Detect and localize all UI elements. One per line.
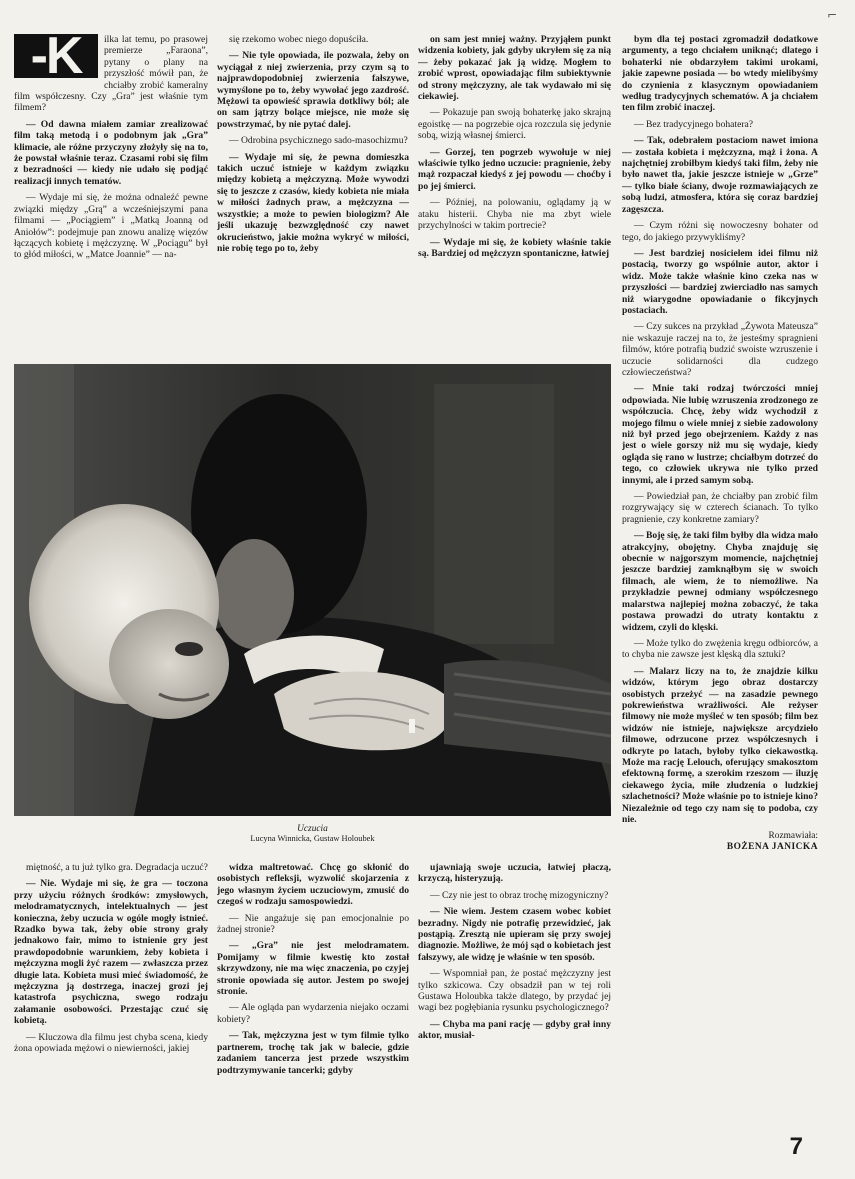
paragraph: ilka lat temu, po prasowej premierze „Faraona”, pytany o plany na przyszłość mówił pan, że chciałby zrobić kameralny film współczesny. Czy „Gra” jest właśnie tym filmem? [14,34,208,114]
film-still-photo [14,364,611,816]
column-body [14,862,208,1055]
text-column-4 [622,34,818,979]
paragraph: — Nie angażuje się pan emocjonalnie po żadnej stronie? [217,912,409,936]
paragraph: — Tak, odebrałem postaciom nawet imiona — została kobieta i mężczyzna, mąż i żona. A najchętniej zrobiłbym kiedyś taki film, żeby nie było nawet tła, jakie jeszcze istnieje w „Grze” — tylko białe ściany, dwoje rozmawiających ze sobą ludzi, atmosfera, która się coraz bardziej zagęszcza. [622,135,818,215]
paragraph: — Mnie taki rodzaj twórczości mniej odpowiada. Nie lubię wzruszenia zrodzonego ze współczucia. Chcę, żeby widz wychodził z mojego filmu o wiele mniej z siebie zadowolony niż był przed jego obejrzeniem. Każdy z nas jest o wiele gorszy niż mu się wydaje, kiedy ogląda się rano w lustrze; chciałbym dotrzeć do tego, co człowiek ukrywa nie tylko przed innymi, ale i przed samym sobą. [622,383,818,486]
paragraph: on sam jest mniej ważny. Przyjąłem punkt widzenia kobiety, jak gdyby ukryłem się za nią — żeby pokazać jak ją widzę. Mogłem to zrobić wprost, opowiadając film subiektywnie od strony mężczyzny, ale tak wydawało mi się ciekawiej. [418,34,611,103]
paragraph: — Wydaje mi się, że kobiety właśnie takie są. Bardziej od mężczyzn spontaniczne, łatwiej [418,236,611,259]
column-body [217,862,409,1076]
text-column-1 [14,34,208,364]
paragraph: — Boję się, że taki film byłby dla widza mało atrakcyjny, obojętny. Chyba znajduję się obecnie w najgorszym momencie, najchętniej jeszcze bardziej zamknąłbym się w swoich filmach, ale wiem, że to niemożliwe. Na przykładzie pewnej odmiany współczesnego malarstwa najlepiej można zobaczyć, że taka postawa prowadzi do utraty kontaktu z widzem, czyli do klęski. [622,530,818,633]
text-column-bottom-2 [217,862,409,1152]
paragraph: — Nie tyle opowiada, ile pozwala, żeby on wyciągał z niej zwierzenia, przy czym są to najprawdopodobniej zwierzenia fałszywe, wymyślone po to, żeby wywołać jego zazdrość. Mężowi ta opowieść sprawia dotkliwy ból; ale on sam jątrzy bolące miejsce, nie może się powstrzymać, by nie pytać dalej. [217,50,409,130]
paragraph: bym dla tej postaci zgromadził dodatkowe argumenty, a tego chciałem uniknąć; dlatego i bohaterki nie obdarzyłem takimi urokami, jakie zapewne posiada — bo wtedy mielibyśmy do czynienia z klasycznym opowiadaniem według tradycyjnych schematów. A ja chciałem ten film zrobić inaczej. [622,34,818,114]
text-column-bottom-1 [14,862,208,1152]
paragraph: — Czy sukces na przykład „Żywota Mateusza” nie wskazuje raczej na to, że jesteśmy spragnieni filmów, które potrafią budzić swoiste wzruszenie i uczucie solidarności dla cudzego człowieczeństwa? [622,321,818,378]
paragraph: — Czym różni się nowoczesny bohater od tego, do jakiego przywykliśmy? [622,220,818,243]
paragraph: — „Gra” nie jest melodramatem. Pomijamy w filmie kwestię kto został skrzywdzony, nie ma więc znaczenia, po czyjej stronie opowiada się autor. Jestem po swojej stronie. [217,940,409,998]
column-body [418,34,611,259]
paragraph: — Ale ogląda pan wydarzenia niejako oczami kobiety? [217,1002,409,1025]
column-body [217,34,409,254]
paragraph: — Nie. Wydaje mi się, że gra — toczona przy użyciu różnych środków: zmysłowych, melodramatycznych, intelektualnych — jest konieczna, żeby uczucia w ogóle mogły istnieć. Rzadko bywa tak, żeby obie strony grały jednakowo fair, mimo to istnienie gry jest prawdopodobnie warunkiem, żeby kobieta i mężczyzna mogli żyć razem — zwłaszcza przez długie lata. Kobieta musi mieć świadomość, że mężczyzna ją dostrzega, inaczej grozi jej katastrofa psychiczna, swego rodzaju załamanie osobowości. Przestając czuć się kobietą. [14,878,208,1027]
caption-credits: Lucyna Winnicka, Gustaw Holoubek [250,834,375,843]
paragraph: — Chyba ma pani rację — gdyby grał inny aktor, musiał- [418,1018,611,1042]
paragraph: — Czy nie jest to obraz trochę mizogyniczny? [430,889,609,901]
signature-label: Rozmawiała: [768,831,818,842]
text-column-bottom-3 [418,862,611,1152]
paragraph: ujawniają swoje uczucia, łatwiej płaczą, krzyczą, histeryzują. [418,862,611,885]
corner-mark: ⌐ [826,8,837,22]
signature-block [622,831,818,853]
paragraph: — Wydaje mi się, że można odnaleźć pewne związki między „Grą” a wcześniejszymi pana filmami — „Pociągiem” i „Matką Joanną od Aniołów”: podejmuje pan znowu analizę więzów łączących kobietę i mężczyznę. W „Pociągu” był to głód miłości, w „Matce Joannie” — na- [14,192,208,261]
photo-illustration [14,364,611,816]
text-column-3 [418,34,611,364]
paragraph: się rzekomo wobec niego dopuściła. [229,34,369,45]
paragraph: — Powiedział pan, że chciałby pan zrobić film rozgrywający się w czterech ścianach. To tylko pragnienie, czy konkretne zamiary? [622,491,818,525]
caption-title: Uczucia [297,824,328,834]
paragraph: — Tak, mężczyzna jest w tym filmie tylko partnerem, trochę tak jak w balecie, gdzie zadaniem tancerza jest przede wszystkim podtrzymywanie tancerki; gdyby [217,1030,409,1076]
page-number: 7 [789,1133,803,1160]
paragraph: — Wspomniał pan, że postać mężczyzny jest tylko szkicowa. Czy obsadził pan w tej roli Gustawa Holoubka także dlatego, by przydać jej wagi bez pogłębiania rysunku psychologicznego? [418,968,611,1014]
column-body [622,34,818,825]
paragraph: — Może tylko do zwężenia kręgu odbiorców, a to chyba nie zawsze jest klęską dla sztuki? [622,637,818,661]
paragraph: — Odrobina psychicznego sado-masochizmu? [229,135,408,147]
paragraph: — Wydaje mi się, że pewna domieszka takich uczuć istnieje w każdym związku między kobietą a mężczyzną. Może wywodzi się to jeszcze z czasów, kiedy kobieta nie miała w miłości żadnych praw, a mężczyzna — wszystkie; a może to pewien biologizm? Ale jeśli ukazuję bezwzględność czy nawet okrucieństwo, jakie można wykryć w miłości, nie robię tego po to, żeby [217,151,409,254]
paragraph: — Od dawna miałem zamiar zrealizować film taką metodą i o podobnym jak „Gra” klimacie, ale różne przyczyny złożyły się na to, że powstał właśnie teraz. Czasami robi się film z bezradności — kiedy nie udało się podjąć realizacji innych tematów. [14,118,208,187]
photo-caption [14,824,611,844]
paragraph: — Bez tradycyjnego bohatera? [634,118,754,130]
text-column-2 [217,34,409,364]
column-body [418,862,611,1042]
paragraph: — Pokazuje pan swoją bohaterkę jako skrajną egoistkę — na pogrzebie ojca rozczula się jedynie sobą, wizją własnej śmierci. [418,107,611,142]
drop-cap: -K [14,34,98,78]
paragraph: — Malarz liczy na to, że znajdzie kilku widzów, którym jego obraz dostarczy osobistych przeżyć — na zasadzie pewnego pokrewieństwa wrażliwości. Ale reżyser filmowy nie może myśleć w ten sposób; film bez widzów nie istnieje, największe arcydzieło filmowe, odrzucone przez współczesnych i odkryte po latach, byłoby tylko ciekawostką. Może ma rację Lelouch, oferujący smakosztom efektowną formę, a szerokim rzeszom — iluzję ciekawego życia, miłe złudzenia o ludzkiej szlachetności? Może właśnie po to istnieje kino? Niezależnie od tego czy nam się to podoba, czy nie. [622,665,818,825]
paragraph: — Nie wiem. Jestem czasem wobec kobiet bezradny. Nigdy nie potrafię przewidzieć, jak postąpią. Zresztą nie upieram się przy swojej diagnozie. Możliwe, że mój sąd o kobietach jest fałszywy, ale widzę je właśnie w ten sposób. [418,906,611,963]
paragraph: — Kluczowa dla filmu jest chyba scena, kiedy żona opowiada mężowi o niewierności, jakiej [14,1031,208,1055]
paragraph: widza maltretować. Chcę go skłonić do osobistych refleksji, wyzwolić skojarzenia z jego własnym życiem uczuciowym, zmusić do czegoś w rodzaju samospowiedzi. [217,862,409,908]
paragraph: — Jest bardziej nosicielem idei filmu niż postacią, tworzy go wspólnie autor, aktor i widz. Może także właśnie kino czeka nas w przyszłości — bardziej zwierciadło nas samych niż wiarygodne opowiadanie o fikcyjnych postaciach. [622,247,818,316]
signature-name: BOŻENA JANICKA [726,842,818,853]
paragraph: — Później, na polowaniu, oglądamy ją w ataku histerii. Chyba nie ma zbyt wiele przychylności w takim portrecie? [418,197,611,232]
paragraph: miętność, a tu już tylko gra. Degradacja uczuć? [26,862,208,873]
paragraph: — Gorzej, ten pogrzeb wywołuje w niej właściwie tylko jedno uczucie: pragnienie, żeby mąż rozpaczał kiedyś z jej powodu — choćby i po jej śmierci. [418,146,611,192]
